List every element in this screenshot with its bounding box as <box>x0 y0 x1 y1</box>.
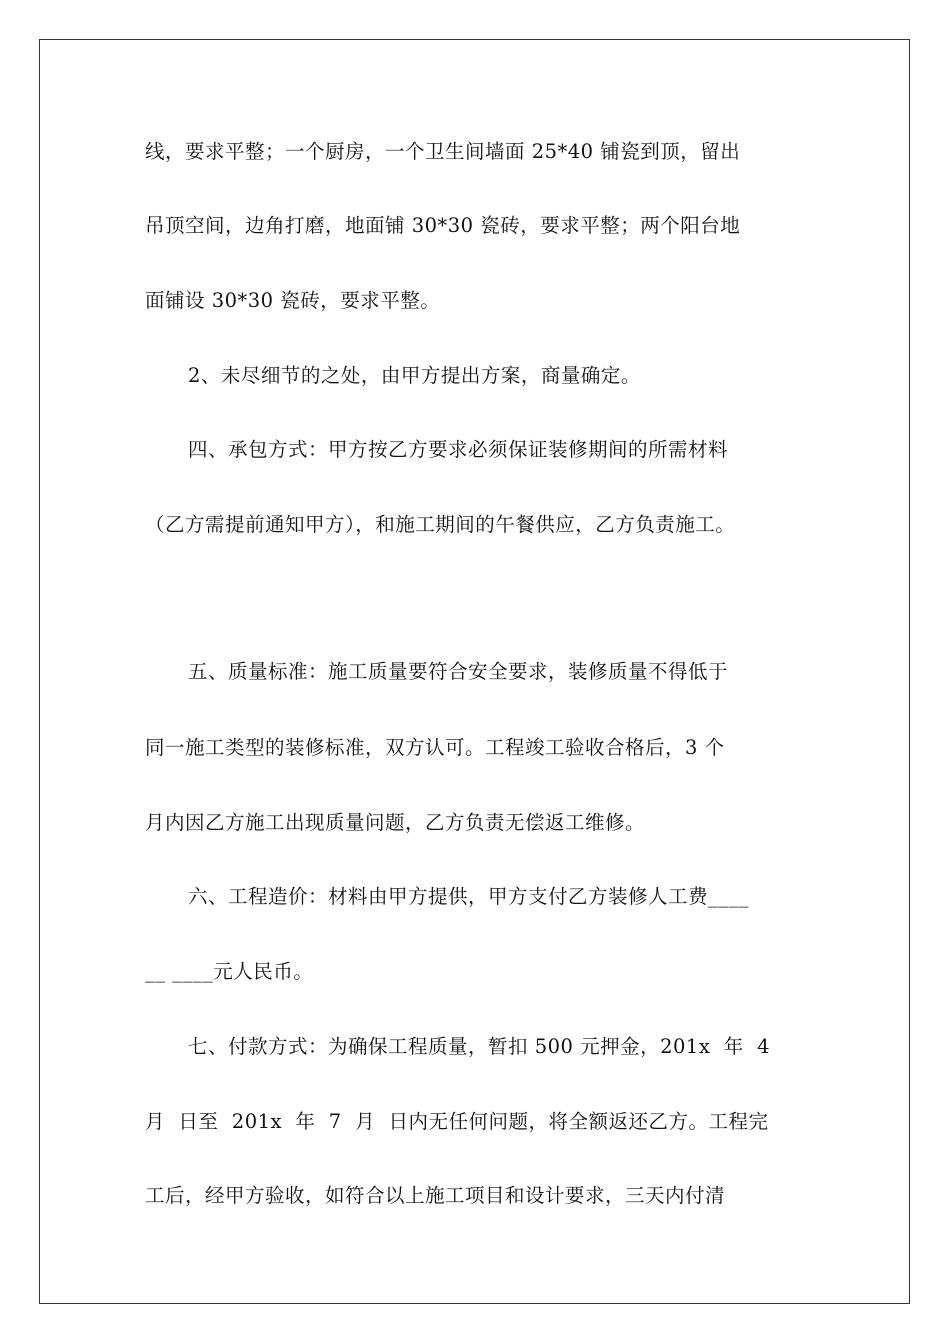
text-line-4: 2、未尽细节的之处，由甲方提出方案，商量确定。 <box>188 364 641 387</box>
text-line-13: 月 日至 201x 年 7 月 日内无任何问题，将全额返还乙方。工程完 <box>145 1110 769 1133</box>
text-line-2: 吊顶空间，边角打磨，地面铺 30*30 瓷砖，要求平整；两个阳台地 <box>145 214 741 237</box>
text-line-6: （乙方需提前通知甲方），和施工期间的午餐供应，乙方负责施工。 <box>145 513 736 536</box>
text-line-3: 面铺设 30*30 瓷砖，要求平整。 <box>145 289 441 312</box>
text-line-1: 线，要求平整；一个厨房，一个卫生间墙面 25*40 铺瓷到顶，留出 <box>145 140 741 163</box>
text-line-10: 六、工程造价：材料由甲方提供，甲方支付乙方装修人工费____ <box>188 885 750 908</box>
text-line-14: 工后，经甲方验收，如符合以上施工项目和设计要求，三天内付清 <box>145 1184 726 1207</box>
text-line-7: 五、质量标准：施工质量要符合安全要求，装修质量不得低于 <box>188 660 729 683</box>
text-line-8: 同一施工类型的装修标准，双方认可。工程竣工验收合格后，3 个 <box>145 736 725 759</box>
text-line-5: 四、承包方式：甲方按乙方要求必须保证装修期间的所需材料 <box>188 438 729 461</box>
text-line-11: __ ____元人民币。 <box>145 960 314 983</box>
text-line-9: 月内因乙方施工出现质量问题，乙方负责无偿返工维修。 <box>145 811 646 834</box>
text-line-12: 七、付款方式：为确保工程质量，暂扣 500 元押金，201x 年 4 <box>188 1035 771 1058</box>
